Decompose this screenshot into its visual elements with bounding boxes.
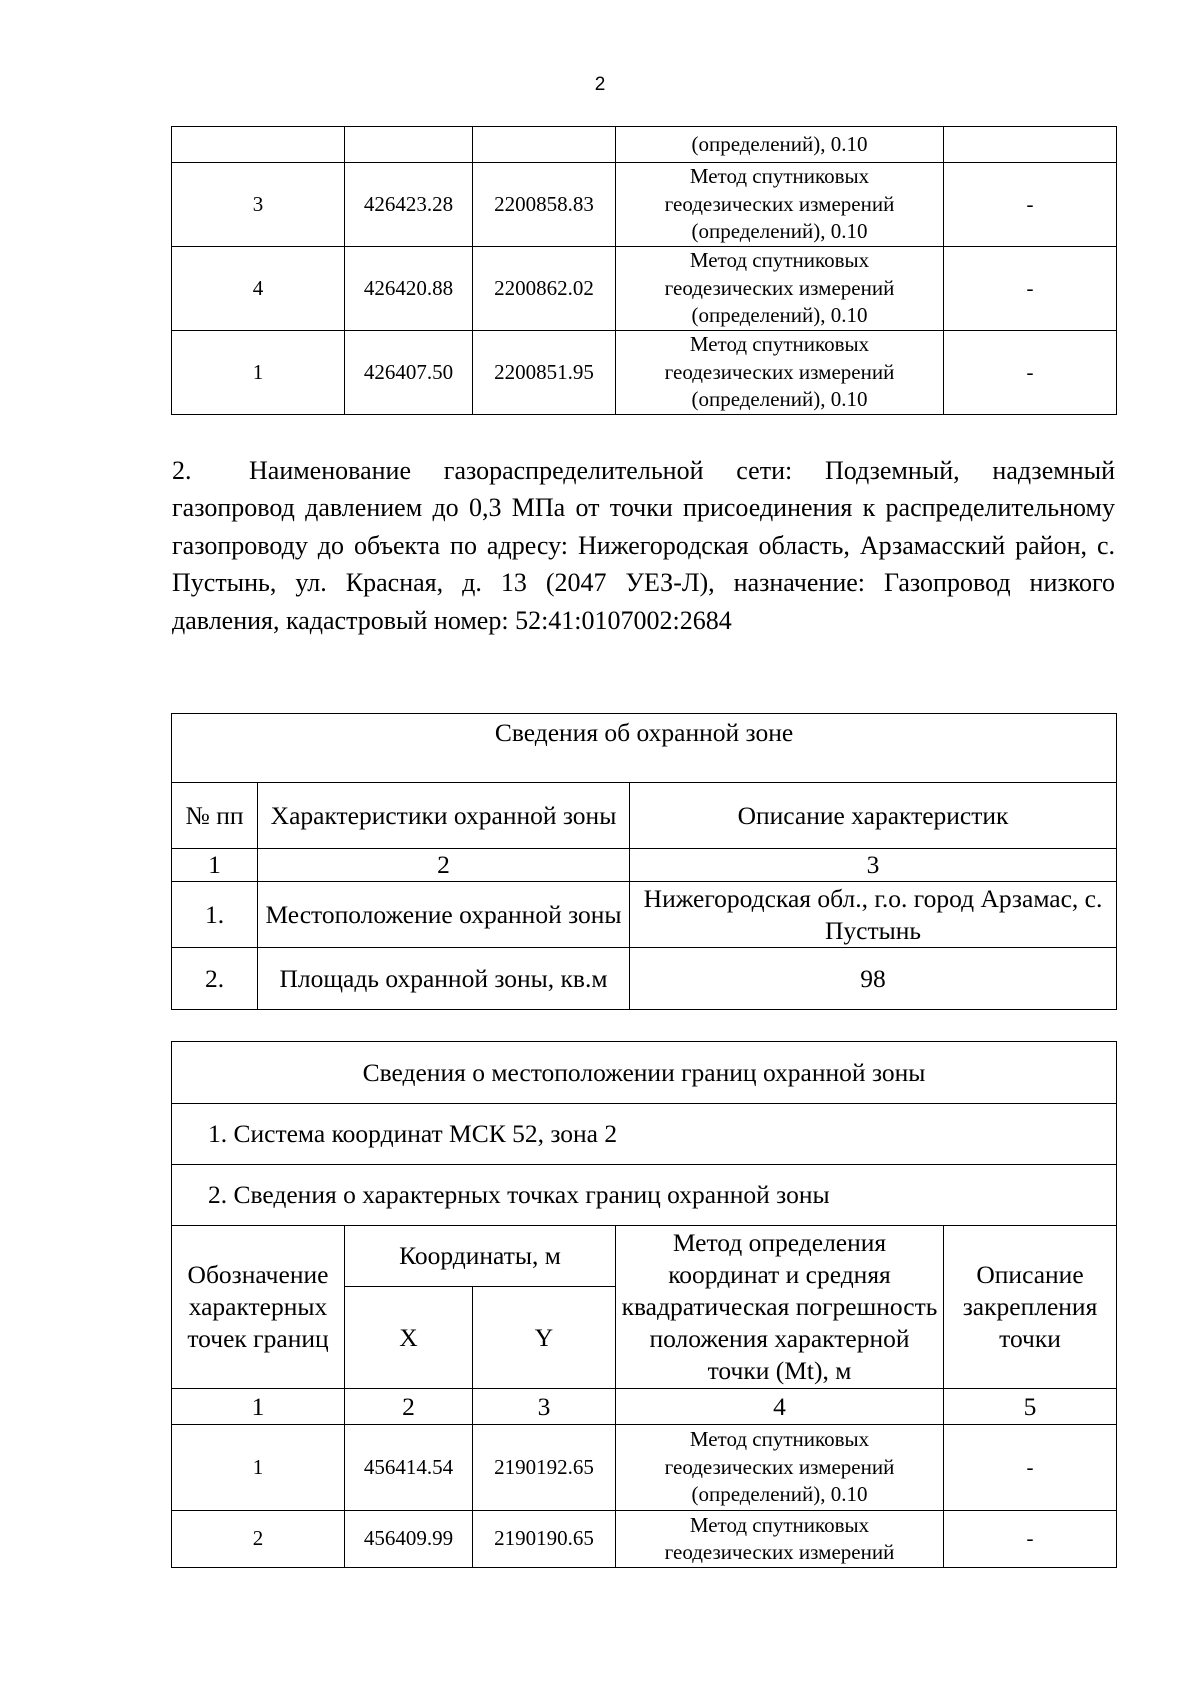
row-characteristic: Местоположение охранной зоны [258,882,630,948]
fixing-cell: - [944,1425,1117,1511]
method-line: геодезических измерений [664,275,895,300]
column-number: 2 [258,849,630,882]
header-x: X [345,1287,473,1389]
table-row [172,948,1117,1010]
method-line: (определений), 0.10 [691,1482,868,1507]
point-number-cell: 1 [172,1425,345,1511]
x-cell [345,127,473,163]
method-line: Метод спутниковых [689,1427,870,1452]
method-line: (определений), 0.10 [691,387,868,412]
method-line: Метод спутниковых [689,332,870,357]
y-cell: 2190190.65 [473,1511,616,1568]
fixing-cell: - [944,1511,1117,1568]
page-number: 2 [594,74,606,95]
y-cell: 2200858.83 [473,163,616,247]
coordinates-table-continuation [171,126,1117,415]
fixing-cell [944,127,1117,163]
method-line: Метод спутниковых [689,164,870,189]
row-description: Нижегородская обл., г.о. город Арзамас, с. Пустынь [630,882,1117,948]
column-number: 1 [172,849,258,882]
y-cell: 2200851.95 [473,331,616,415]
header-designation: Обозначение характерных точек границ [172,1226,345,1389]
method-cell [616,331,944,415]
column-number: 5 [944,1389,1117,1425]
x-cell: 456414.54 [345,1425,473,1511]
table-title: Сведения о местоположении границ охранной зоны [172,1042,1117,1104]
header-characteristic: Характеристики охранной зоны [258,783,630,849]
x-cell: 426423.28 [345,163,473,247]
paragraph-number: 2. [172,456,192,485]
point-number-cell: 1 [172,331,345,415]
method-line: геодезических измерений [664,1454,895,1479]
paragraph-text: Наименование газораспределительной сети: Подземный, надземный газопровод давлением до 0,3 МПа от точки присоединения к распределительному газопроводу до объекта по адресу: Нижегородская область, Арзамасский район, с. Пустынь, ул. Красная, д. 13 (2047 УЕЗ-Л), назначение: Газопровод низкого давления, кадастровый номер: 52:41:0107002:2684 [172,456,1115,635]
method-line: геодезических измерений [664,1540,895,1564]
x-cell: 426407.50 [345,331,473,415]
row-num: 2. [172,948,258,1010]
row-characteristic: Площадь охранной зоны, кв.м [258,948,630,1010]
x-cell: 456409.99 [345,1511,473,1568]
y-cell: 2200862.02 [473,247,616,331]
table-row [172,882,1117,948]
network-description-paragraph [172,452,1115,639]
header-num: № пп [172,783,258,849]
table-row [172,714,1117,783]
method-line: геодезических измерений [664,191,895,216]
point-number-cell: 4 [172,247,345,331]
point-number-cell: 2 [172,1511,345,1568]
table-row [172,163,1117,247]
coordinate-system: 1. Система координат МСК 52, зона 2 [172,1104,1117,1165]
method-cell [616,163,944,247]
table-header-row [172,783,1117,849]
fixing-cell: - [944,331,1117,415]
column-number: 1 [172,1389,345,1425]
column-number: 3 [473,1389,616,1425]
header-method: Метод определения координат и средняя квадратическая погрешность положения характерной точки (Mt), м [616,1226,944,1389]
method-line: (определений), 0.10 [691,219,868,244]
y-cell: 2190192.65 [473,1425,616,1511]
table-row [172,1165,1117,1226]
method-line: Метод спутниковых [689,1512,870,1537]
table-row [172,1425,1117,1511]
zone-boundaries-table [171,1041,1117,1568]
column-number-row [172,849,1117,882]
point-number-cell: 3 [172,163,345,247]
fixing-cell: - [944,247,1117,331]
table-row [172,127,1117,163]
method-line: (определений), 0.10 [691,303,868,328]
points-section-title: 2. Сведения о характерных точках границ охранной зоны [172,1165,1117,1226]
table-title: Сведения об охранной зоне [172,714,1117,783]
table-row [172,1511,1117,1568]
table-row [172,247,1117,331]
table-row [172,1042,1117,1104]
fixing-cell: - [944,163,1117,247]
method-cell [616,1425,944,1511]
column-number: 3 [630,849,1117,882]
header-coordinates: Координаты, м [345,1226,616,1287]
method-line: Метод спутниковых [689,248,870,273]
row-description: 98 [630,948,1117,1010]
point-number-cell [172,127,345,163]
method-line: (определений), 0.10 [691,131,868,156]
protection-zone-table [171,713,1117,1010]
method-cell [616,247,944,331]
y-cell [473,127,616,163]
column-number-row [172,1389,1117,1425]
column-number: 4 [616,1389,944,1425]
table-row [172,331,1117,415]
method-cell [616,1511,944,1568]
table-header-row [172,1226,1117,1287]
header-fixing: Описание закрепления точки [944,1226,1117,1389]
method-cell [616,127,944,163]
header-description: Описание характеристик [630,783,1117,849]
column-number: 2 [345,1389,473,1425]
method-line: геодезических измерений [664,359,895,384]
x-cell: 426420.88 [345,247,473,331]
row-num: 1. [172,882,258,948]
header-y: Y [473,1287,616,1389]
table-row [172,1104,1117,1165]
